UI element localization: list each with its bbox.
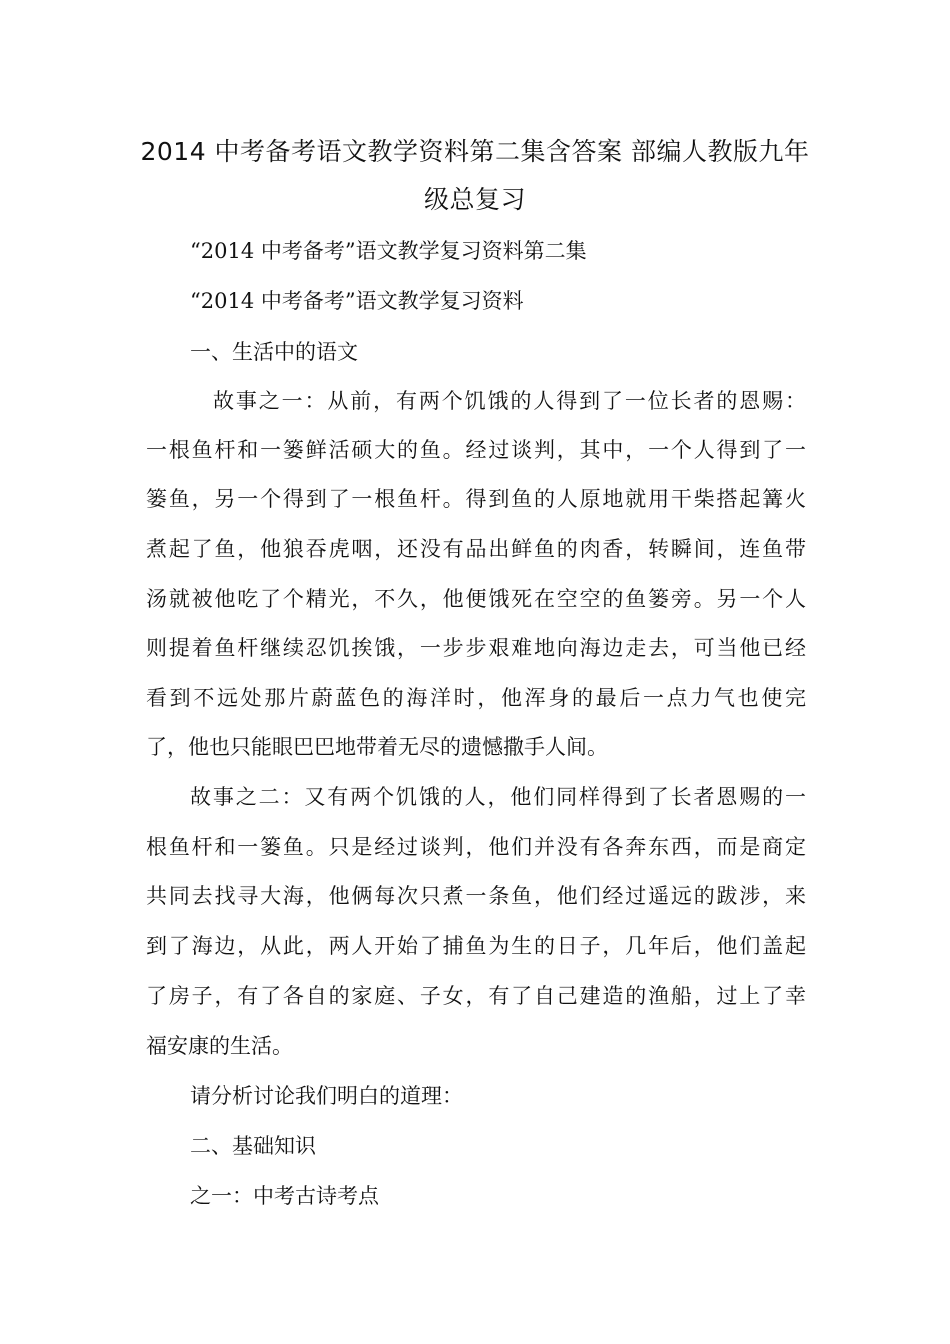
paragraph-line: 煮起了鱼，他狼吞虎咽，还没有品出鲜鱼的肉香，转瞬间，连鱼带 (146, 537, 806, 561)
question-line: 请分析讨论我们明白的道理： (190, 1084, 463, 1108)
paragraph-line: 福安康的生活。 (146, 1034, 293, 1058)
paragraph-line: 了，他也只能眼巴巴地带着无尽的遗憾撒手人间。 (146, 735, 608, 759)
paragraph-line: 汤就被他吃了个精光，不久，他便饿死在空空的鱼篓旁。另一个人 (146, 587, 806, 611)
paragraph-line: 篓鱼，另一个得到了一根鱼杆。得到鱼的人原地就用干柴搭起篝火 (146, 487, 806, 511)
paragraph-line: 一根鱼杆和一篓鲜活硕大的鱼。经过谈判，其中，一个人得到了一 (146, 438, 806, 462)
paragraph-line: 了房子，有了各自的家庭、子女，有了自己建造的渔船，过上了幸 (146, 984, 806, 1008)
paragraph-line: 根鱼杆和一篓鱼。只是经过谈判，他们并没有各奔东西，而是商定 (146, 835, 806, 859)
section-heading: 一、生活中的语文 (190, 340, 358, 364)
subtitle-line: “2014 中考备考”语文教学复习资料 (190, 289, 524, 313)
paragraph-line: 故事之二：又有两个饥饿的人，他们同样得到了长者恩赐的一 (190, 785, 806, 809)
paragraph-line: 共同去找寻大海，他俩每次只煮一条鱼，他们经过遥远的跋涉，来 (146, 884, 806, 908)
paragraph-line: 故事之一：从前，有两个饥饿的人得到了一位长者的恩赐： (213, 389, 806, 413)
document-title: 2014 中考备考语文教学资料第二集含答案 部编人教版九年级总复习 (140, 137, 810, 214)
subsection-heading: 之一：中考古诗考点 (190, 1184, 379, 1208)
subtitle-line: “2014 中考备考”语文教学复习资料第二集 (190, 239, 587, 263)
paragraph-line: 看到不远处那片蔚蓝色的海洋时，他浑身的最后一点力气也使完 (146, 686, 806, 710)
paragraph-line: 到了海边，从此，两人开始了捕鱼为生的日子，几年后，他们盖起 (146, 934, 806, 958)
section-heading: 二、基础知识 (190, 1134, 316, 1158)
paragraph-line: 则提着鱼杆继续忍饥挨饿，一步步艰难地向海边走去，可当他已经 (146, 636, 806, 660)
